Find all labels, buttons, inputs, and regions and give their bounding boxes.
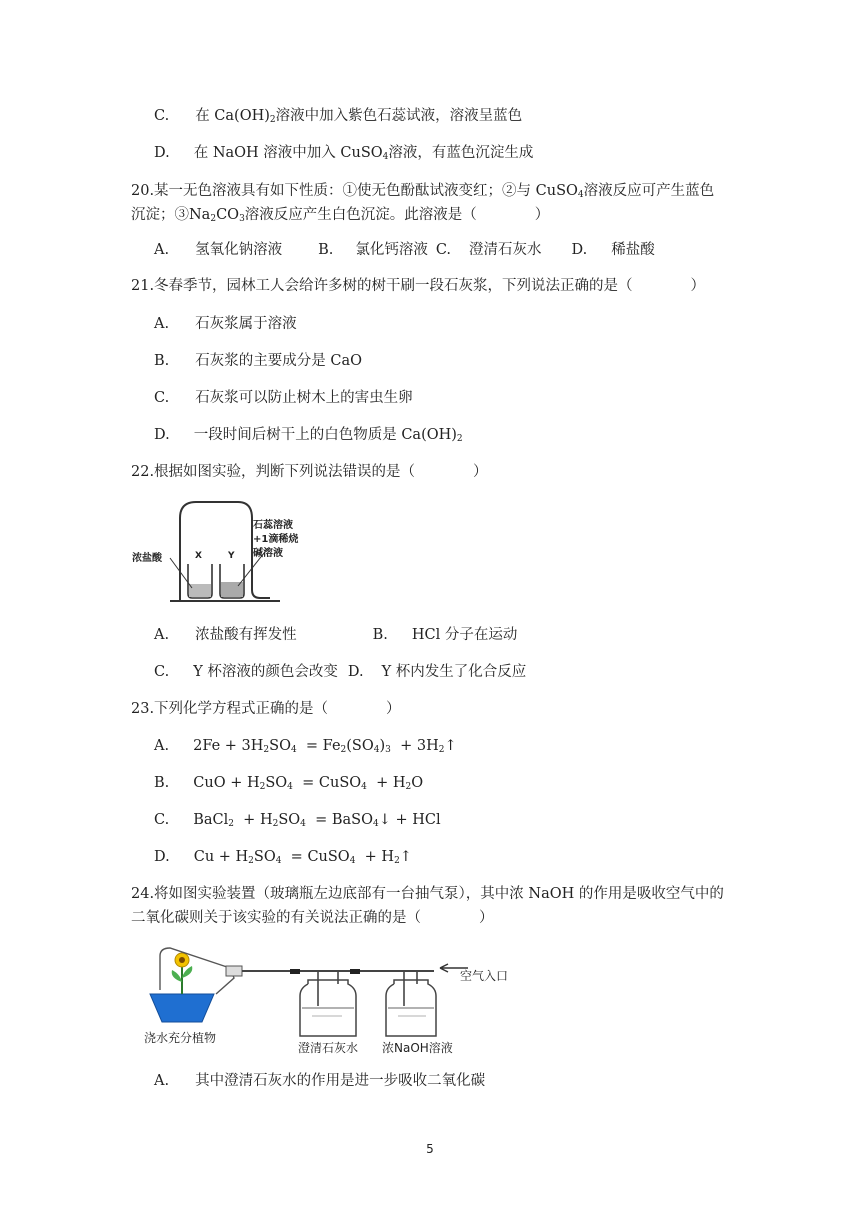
question-text: CO: [216, 207, 240, 223]
bottle-lime-water: [300, 971, 356, 1036]
option-label: C.: [154, 390, 170, 406]
fig-label-x: X: [195, 551, 202, 561]
subscript: 3: [239, 214, 245, 224]
question-text: 23.下列化学方程式正确的是（ ）: [131, 701, 401, 717]
fig-label-plant: 浇水充分植物: [144, 1031, 217, 1045]
option-label: D.: [154, 427, 170, 443]
option-label: A.: [154, 316, 170, 332]
option-label: B.: [372, 627, 388, 643]
q24-option-a: [154, 1071, 485, 1091]
equation-c: BaCl$_2$ + $H_2SO_4$ = BaSO$_4$↓ + HCl: [193, 812, 441, 829]
option-text: 溶液中加入紫色石蕊试液，溶液呈蓝色: [275, 108, 523, 124]
beaker-y: [220, 564, 244, 598]
option-text: 稀盐酸: [611, 242, 655, 258]
q23-stem: [131, 699, 401, 719]
option-text: 在 NaOH 溶液中加入 CuSO: [193, 145, 383, 161]
option-text: 氢氧化钠溶液: [195, 242, 283, 258]
fig-label-right-1: 石蕊溶液: [253, 520, 293, 531]
option-label: C.: [154, 812, 170, 828]
option-label: C.: [154, 664, 170, 680]
plant-cover: [160, 948, 234, 994]
bottle-naoh: [386, 971, 436, 1036]
option-label: A.: [154, 738, 170, 754]
fig-label-lime: 澄清石灰水: [298, 1041, 359, 1055]
option-text: 石灰浆属于溶液: [195, 316, 297, 332]
fig-label-right-2: +1滴稀烧: [253, 534, 299, 545]
option-label: D.: [154, 849, 170, 865]
option-label: D.: [571, 242, 588, 258]
option-label: B.: [154, 353, 170, 369]
option-text: 浓盐酸有挥发性: [195, 627, 297, 643]
fig-label-air: 空气入口: [460, 969, 509, 983]
subscript: 2: [269, 115, 276, 125]
q23-option-c: [154, 810, 441, 830]
option-text: Y 杯内发生了化合反应: [381, 664, 527, 680]
subscript: 2: [210, 214, 217, 224]
q23-option-a: [154, 736, 457, 756]
option-label: A.: [154, 627, 170, 643]
q20-options: [154, 240, 655, 260]
subscript: 4: [577, 190, 584, 200]
page-number: 5: [426, 1142, 434, 1156]
fig-label-naoh: 浓NaOH溶液: [382, 1041, 453, 1055]
option-text: 石灰浆可以防止树木上的害虫生卵: [195, 390, 413, 406]
option-label: C.: [154, 108, 170, 124]
option-text: 在 Ca(OH): [195, 108, 270, 124]
option-label: B.: [154, 775, 170, 791]
q24-stem-line-1: [131, 884, 724, 904]
equation-a: $2Fe + 3H_2SO_4 = Fe_2(SO_4)_3$ + $3H_2↑$: [193, 738, 457, 755]
question-text: 22.根据如图实验，判断下列说法错误的是（ ）: [131, 464, 488, 480]
beaker-x: [188, 564, 212, 598]
q21-option-d: [154, 425, 463, 445]
subscript: 4: [382, 152, 389, 162]
option-text: Y 杯溶液的颜色会改变: [193, 664, 338, 680]
subscript: 2: [456, 434, 463, 444]
option-label: D.: [347, 664, 364, 680]
question-text: 二氧化碳则关于该实验的有关说法正确的是（ ）: [131, 910, 494, 926]
option-text: 澄清石灰水: [469, 242, 542, 258]
q21-option-a: [154, 314, 297, 334]
q22-stem: [131, 462, 488, 482]
option-label: A.: [154, 242, 170, 258]
q22-beaker-figure: [130, 498, 310, 606]
question-text: 溶液反应产生白色沉淀。此溶液是（ ）: [244, 207, 550, 223]
q22-options-cd: [154, 662, 526, 682]
option-label: A.: [154, 1073, 170, 1089]
equation-b: CuO + $H_2SO_4$ = CuSO$_4$ + $H_2O$: [193, 775, 424, 792]
option-text: 溶液，有蓝色沉淀生成: [388, 145, 534, 161]
q20-stem-line-2: [131, 205, 549, 225]
fig-label-left: 浓盐酸: [132, 553, 162, 564]
option-label: C.: [435, 242, 452, 258]
q20-stem-line-1: [131, 181, 714, 201]
option-text: 氯化钙溶液: [355, 242, 428, 258]
fig-label-y: Y: [228, 551, 235, 561]
plant-leaf-left: [172, 970, 182, 982]
fig-label-right-3: 碱溶液: [253, 548, 283, 559]
q22-options-ab: [154, 625, 517, 645]
equation-d: $Cu + H_2SO_4$ = CuSO$_4$ + $H_2↑$: [193, 849, 412, 866]
q19-option-d: [154, 143, 533, 163]
option-text: 其中澄清石灰水的作用是进一步吸收二氧化碳: [195, 1073, 486, 1089]
q19-option-c: [154, 106, 522, 126]
q24-apparatus-figure: [142, 944, 522, 1056]
q24-stem-line-2: [131, 908, 494, 928]
question-text: 24.将如图实验装置（玻璃瓶左边底部有一台抽气泵），其中浓 NaOH 的作用是吸收空气中的: [131, 886, 724, 902]
question-text: 20.某一无色溶液具有如下性质：①使无色酚酞试液变红；②与 CuSO: [131, 183, 578, 199]
plant-leaf-right: [182, 966, 192, 978]
option-label: B.: [318, 242, 334, 258]
q21-option-b: [154, 351, 362, 371]
q23-option-b: [154, 773, 423, 793]
question-text: 21.冬春季节，园林工人会给许多树的树干刷一段石灰浆，下列说法正确的是（ ）: [131, 278, 706, 294]
q21-option-c: [154, 388, 413, 408]
q23-option-d: [154, 847, 412, 867]
q21-stem: [131, 276, 705, 296]
question-text: 沉淀；③Na: [131, 207, 211, 223]
option-text: 一段时间后树干上的白色物质是 Ca(OH): [193, 427, 457, 443]
option-label: D.: [154, 145, 170, 161]
flower-pot: [150, 994, 214, 1022]
option-text: 石灰浆的主要成分是 CaO: [195, 353, 363, 369]
cover-nozzle: [226, 966, 242, 976]
option-text: HCl 分子在运动: [411, 627, 518, 643]
question-text: 溶液反应可产生蓝色: [583, 183, 715, 199]
